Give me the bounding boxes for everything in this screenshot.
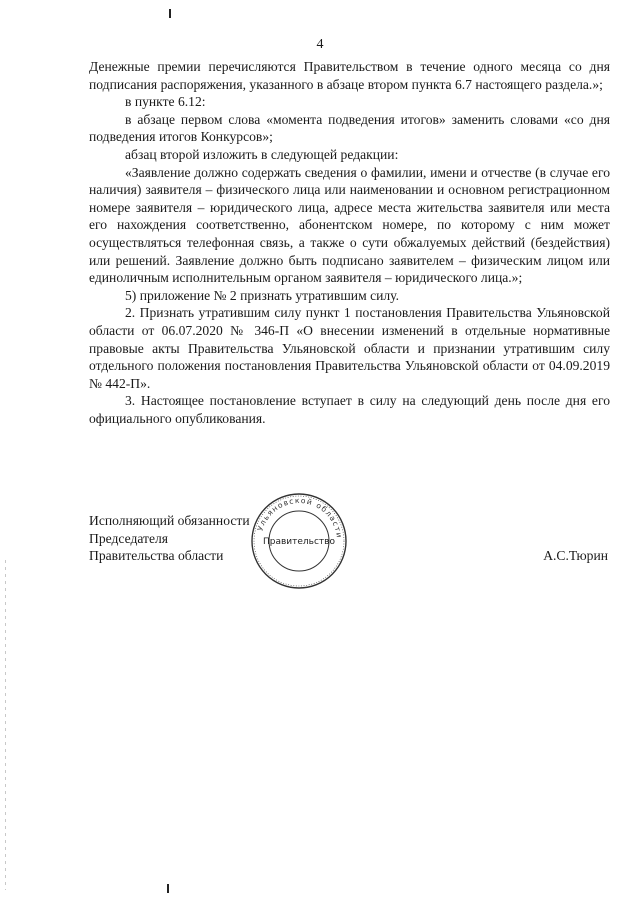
paragraph-8: 3. Настоящее постановление вступает в силу на следующий день после дня его официального опубликования. bbox=[89, 393, 610, 426]
page-number: 4 bbox=[316, 37, 324, 52]
paragraph-6: 5) приложение № 2 признать утратившим силу. bbox=[125, 287, 399, 303]
seal-center-text: Правительство bbox=[263, 537, 335, 547]
scan-mark-bottom bbox=[167, 884, 169, 893]
document-body bbox=[89, 58, 610, 427]
official-seal bbox=[249, 491, 349, 591]
scan-edge-line bbox=[5, 560, 6, 890]
paragraph-7: 2. Признать утратившим силу пункт 1 постановления Правительства Ульяновской области от 06.07.2020 № 346-П «О внесении изменений в отдельные нормативные правовые акты Правительства Ульяновской области и признании утратившим силу отдельного положения постановления Правительства Ульяновской области от 04.09.2019 № 442-П». bbox=[89, 305, 610, 391]
seal-ring-text: Ульяновской области bbox=[255, 495, 345, 540]
paragraph-1: Денежные премии перечисляются Правительством в течение одного месяца со дня подписания распоряжения, указанного в абзаце втором пункта 6.7 настоящего раздела.»; bbox=[89, 59, 610, 92]
signature-title-line-1: Исполняющий обязанности bbox=[89, 513, 250, 528]
scan-mark-top bbox=[169, 9, 171, 18]
signature-title-line-2: Председателя bbox=[89, 530, 169, 546]
paragraph-4: абзац второй изложить в следующей редакции: bbox=[125, 146, 399, 162]
signatory-name: А.С.Тюрин bbox=[543, 548, 608, 563]
paragraph-2: в пункте 6.12: bbox=[125, 94, 206, 110]
signature-block bbox=[89, 512, 610, 565]
signature-title-line-3: Правительства области bbox=[89, 548, 224, 564]
paragraph-5: «Заявление должно содержать сведения о фамилии, имени и отчестве (в случае его наличия) заявителя – физического лица или наименовании и основном регистрационном номере заявителя – юридического лица, адресе места жительства заявителя или места его нахождения соответственно, абонентском номере, по которому с ним может осуществляться телефонная связь, а также о сути обжалуемых действий (бездействия) или решений. Заявление должно быть подписано заявителем – физическим лицом или единоличным исполнительным органом заявителя – юридического лица.»; bbox=[89, 164, 610, 286]
svg-text:Ульяновской области bbox=[255, 496, 344, 539]
paragraph-3: в абзаце первом слова «момента подведения итогов» заменить словами «со дня подведения итогов Конкурсов»; bbox=[89, 111, 610, 145]
